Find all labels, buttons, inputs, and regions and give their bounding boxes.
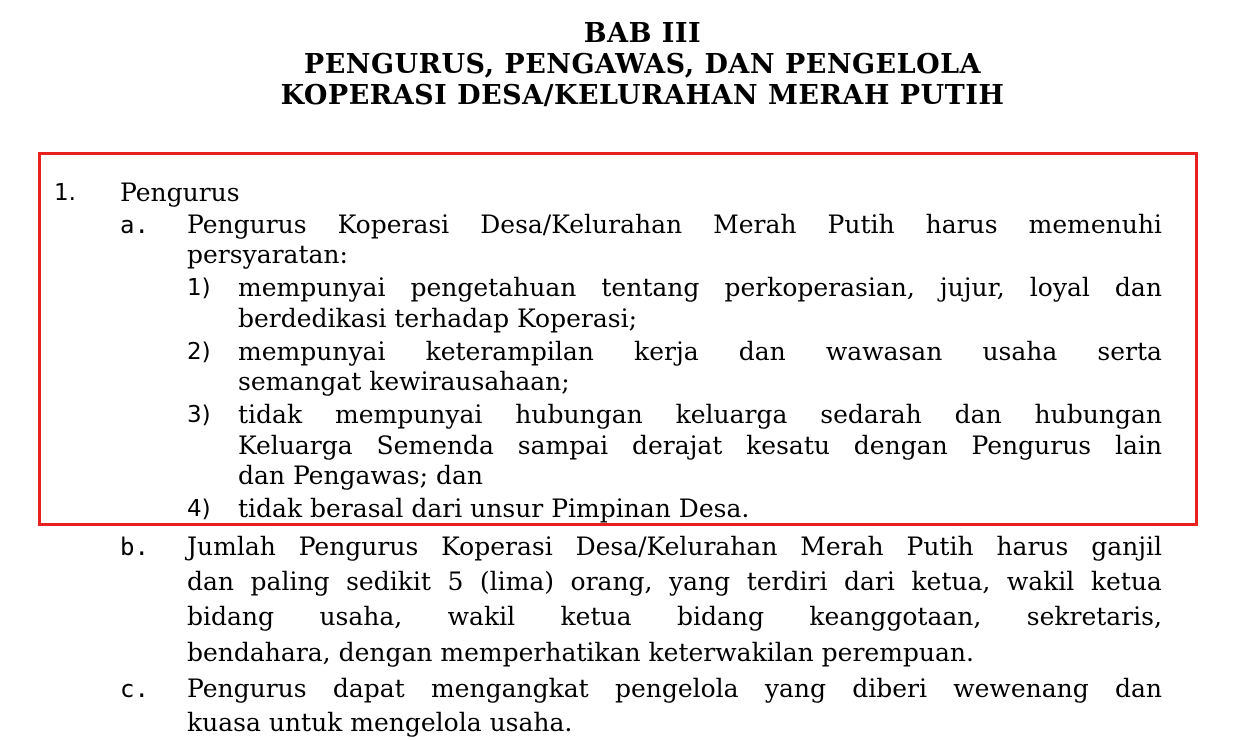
word: terdiri [746,567,828,596]
word: ganjil [1091,532,1162,561]
item-a-marker: a. [120,211,149,239]
section-number: 1. [54,180,76,206]
word: bidang [676,602,764,631]
word: Pengurus [971,431,1092,460]
word: tentang [601,273,700,302]
word: derajat [631,431,723,460]
word: Koperasi [337,210,450,239]
word: dapat [332,674,405,703]
word: kerja [634,337,699,366]
item-c-line1 [187,674,1162,704]
word: Jumlah [187,532,276,561]
word: lain [1114,431,1162,460]
word: harus [925,210,998,239]
word: yang [669,567,731,596]
word: diberi [852,674,927,703]
word: usaha [982,337,1058,366]
word: ketua [560,602,632,631]
word: wakil [447,602,516,631]
word: sekretaris, [1026,602,1162,631]
word: Merah [800,532,884,561]
word: sedarah [820,400,922,429]
word: mengangkat [430,674,589,703]
word: paling [250,567,330,596]
word: bidang [187,602,275,631]
word: wakil [1006,567,1075,596]
word: mempunyai [238,337,386,366]
word: dan [1114,273,1162,302]
word: loyal [1029,273,1090,302]
chapter-number: BAB III [583,18,702,49]
item-b-line2 [187,567,1162,597]
chapter-title-line1: PENGURUS, PENGAWAS, DAN PENGELOLA [303,49,982,80]
word: keterampilan [425,337,594,366]
word: sampai [517,431,609,460]
word: ketua [1090,567,1162,596]
word: dengan [853,431,948,460]
item-c-marker: c. [120,675,149,703]
word: dan [738,337,786,366]
word: memenuhi [1028,210,1162,239]
word: sedikit [346,567,431,596]
item-b-marker: b. [120,533,149,561]
chapter-title-line2: KOPERASI DESA/KELURAHAN MERAH PUTIH [280,80,1005,111]
word: Pengurus [187,674,307,703]
item-a-line1 [187,210,1162,240]
sub-2-marker: 2) [187,339,211,365]
word: mempunyai [238,273,386,302]
word: Putih [827,210,895,239]
word: Keluarga [238,431,353,460]
word: keluarga [675,400,788,429]
word: Desa/Kelurahan [480,210,683,239]
sub-3-marker: 3) [187,402,211,428]
word: mempunyai [334,400,483,429]
sub-3-line1 [238,400,1162,430]
word: (lima) [479,567,554,596]
section-title: Pengurus [120,178,240,207]
word: keanggotaan, [809,602,982,631]
word: pengelola [614,674,739,703]
sub-4-line1: tidak berasal dari unsur Pimpinan Desa. [238,494,750,523]
word: orang, [570,567,653,596]
word: dan [954,400,1002,429]
item-b-line1 [187,532,1162,562]
word: usaha, [319,602,403,631]
sub-1-marker: 1) [187,275,211,301]
word: Putih [906,532,974,561]
word: kesatu [746,431,830,460]
sub-3-line2 [238,431,1162,461]
word: harus [996,532,1069,561]
word: Merah [713,210,797,239]
word: tidak [238,400,303,429]
word: yang [764,674,826,703]
word: Semenda [376,431,494,460]
chapter-heading [40,18,1245,111]
word: wawasan [825,337,943,366]
word: serta [1097,337,1162,366]
item-b-line4: bendahara, dengan memperhatikan keterwakilan perempuan. [187,638,974,667]
word: jujur, [939,273,1005,302]
word: Desa/Kelurahan [575,532,778,561]
word: ketua, [911,567,991,596]
word: Pengurus [187,210,307,239]
word: Koperasi [441,532,553,561]
word: Pengurus [298,532,419,561]
sub-4-marker: 4) [187,496,211,522]
word: dan [187,567,235,596]
sub-2-line1 [238,337,1162,367]
word: hubungan [515,400,643,429]
word: 5 [447,567,464,596]
item-c-line2: kuasa untuk mengelola usaha. [187,708,573,737]
word: hubungan [1034,400,1162,429]
word: perkoperasian, [724,273,915,302]
sub-2-line2: semangat kewirausahaan; [238,367,570,396]
sub-3-line3: dan Pengawas; dan [238,461,483,490]
word: wewenang [953,674,1089,703]
word: dari [843,567,895,596]
word: pengetahuan [410,273,577,302]
item-b-line3 [187,602,1162,632]
item-a-line2: persyaratan: [187,240,348,269]
word: dan [1114,674,1162,703]
sub-1-line1 [238,273,1162,303]
sub-1-line2: berdedikasi terhadap Koperasi; [238,304,637,333]
